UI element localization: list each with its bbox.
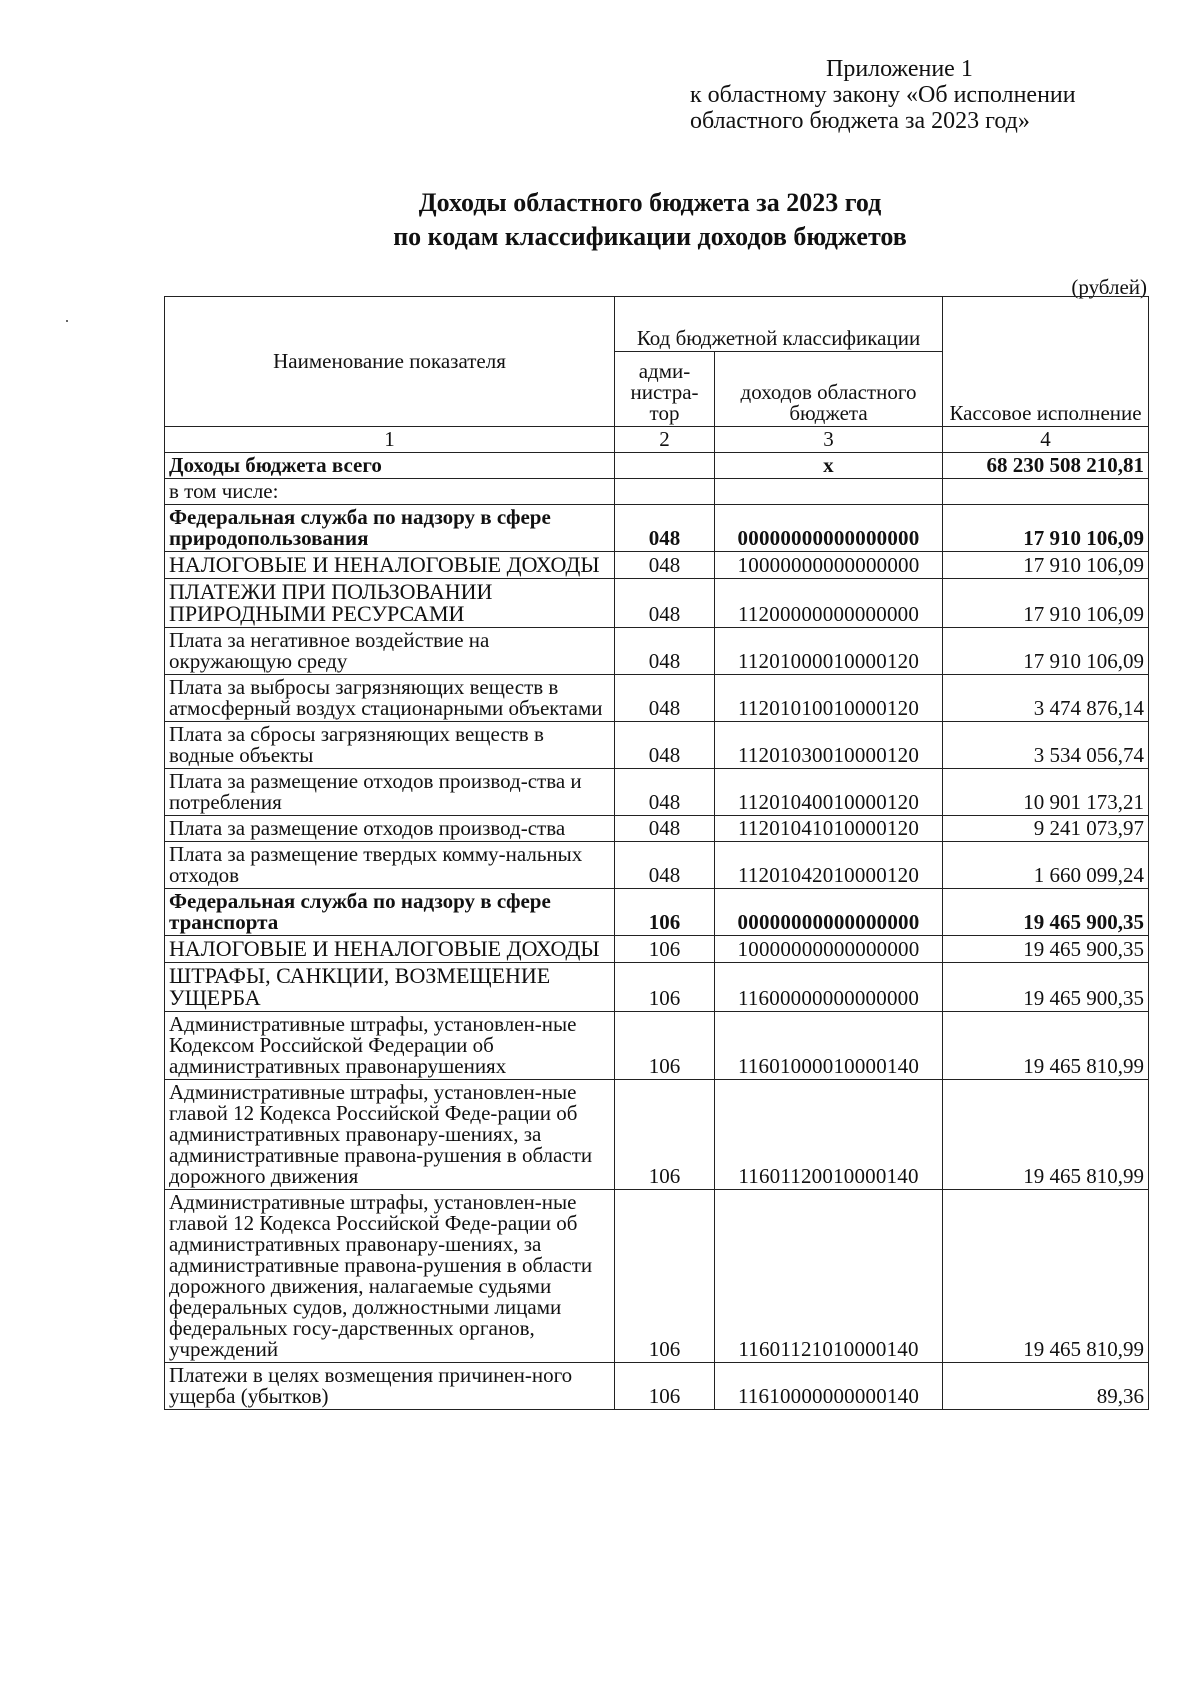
row-amount-cell: 10 901 173,21 bbox=[943, 769, 1149, 816]
revenue-table bbox=[164, 296, 1149, 1410]
row-name-cell: в том числе: bbox=[165, 479, 615, 505]
header-name: Наименование показателя bbox=[165, 297, 615, 427]
row-amount-cell: 1 660 099,24 bbox=[943, 842, 1149, 889]
annex-line-1: Приложение 1 bbox=[826, 56, 973, 82]
row-code-cell: 11201000010000120 bbox=[715, 628, 943, 675]
row-code-cell: 11201041010000120 bbox=[715, 816, 943, 842]
row-amount-cell: 68 230 508 210,81 bbox=[943, 453, 1149, 479]
row-name-cell: ПЛАТЕЖИ ПРИ ПОЛЬЗОВАНИИ ПРИРОДНЫМИ РЕСУРСАМИ bbox=[165, 579, 615, 628]
header-amount: Кассовое исполнение bbox=[943, 297, 1149, 427]
row-name-cell: Плата за негативное воздействие на окружающую среду bbox=[165, 628, 615, 675]
row-amount-cell: 19 465 810,99 bbox=[943, 1190, 1149, 1363]
row-name-cell: Федеральная служба по надзору в сфере транспорта bbox=[165, 889, 615, 936]
row-admin-cell: 048 bbox=[615, 842, 715, 889]
table-row bbox=[165, 722, 1149, 769]
column-number: 3 bbox=[715, 427, 943, 453]
table-row bbox=[165, 479, 1149, 505]
annex-line-2: к областному закону «Об исполнении bbox=[690, 82, 1076, 108]
row-admin-cell: 106 bbox=[615, 1012, 715, 1080]
row-name-cell: Платежи в целях возмещения причинен-ного ущерба (убытков) bbox=[165, 1363, 615, 1410]
row-code-cell: 11201040010000120 bbox=[715, 769, 943, 816]
annex-line-3: областного бюджета за 2023 год» bbox=[690, 108, 1030, 134]
table-row bbox=[165, 842, 1149, 889]
row-admin-cell bbox=[615, 453, 715, 479]
table-row bbox=[165, 889, 1149, 936]
row-admin-cell: 048 bbox=[615, 505, 715, 552]
row-name-cell: Федеральная служба по надзору в сфере природопользования bbox=[165, 505, 615, 552]
row-name-cell: Плата за сбросы загрязняющих веществ в водные объекты bbox=[165, 722, 615, 769]
row-amount-cell: 3 474 876,14 bbox=[943, 675, 1149, 722]
row-admin-cell: 106 bbox=[615, 963, 715, 1012]
row-code-cell: 11601121010000140 bbox=[715, 1190, 943, 1363]
row-amount-cell: 19 465 900,35 bbox=[943, 889, 1149, 936]
row-name-cell: ШТРАФЫ, САНКЦИИ, ВОЗМЕЩЕНИЕ УЩЕРБА bbox=[165, 963, 615, 1012]
row-admin-cell: 048 bbox=[615, 816, 715, 842]
annex-reference bbox=[690, 56, 1076, 134]
row-admin-cell bbox=[615, 479, 715, 505]
header-admin: адми-нистра-тор bbox=[615, 352, 715, 427]
row-code-cell: 11601000010000140 bbox=[715, 1012, 943, 1080]
table-row bbox=[165, 1190, 1149, 1363]
scan-speck bbox=[66, 320, 68, 322]
row-name-cell: Доходы бюджета всего bbox=[165, 453, 615, 479]
row-name-cell: Плата за размещение отходов производ-ства bbox=[165, 816, 615, 842]
row-name-cell: Плата за размещение твердых комму-нальных отходов bbox=[165, 842, 615, 889]
table-row bbox=[165, 579, 1149, 628]
row-amount-cell: 3 534 056,74 bbox=[943, 722, 1149, 769]
table-row bbox=[165, 816, 1149, 842]
row-name-cell: НАЛОГОВЫЕ И НЕНАЛОГОВЫЕ ДОХОДЫ bbox=[165, 936, 615, 963]
row-admin-cell: 106 bbox=[615, 936, 715, 963]
row-code-cell: 11200000000000000 bbox=[715, 579, 943, 628]
row-code-cell: 10000000000000000 bbox=[715, 552, 943, 579]
row-code-cell: 10000000000000000 bbox=[715, 936, 943, 963]
row-code-cell: 11600000000000000 bbox=[715, 963, 943, 1012]
row-code-cell: 11201010010000120 bbox=[715, 675, 943, 722]
row-name-cell: Административные штрафы, установлен-ные Кодексом Российской Федерации об административных правонарушениях bbox=[165, 1012, 615, 1080]
row-name-cell: Административные штрафы, установлен-ные главой 12 Кодекса Российской Феде-рации об административных правонару-шениях, за административные правона-рушения в области дорожного движения, налагаемые судьями федеральных судов, должностными лицами федеральных госу-дарственных органов, учреждений bbox=[165, 1190, 615, 1363]
row-amount-cell: 17 910 106,09 bbox=[943, 505, 1149, 552]
row-code-cell bbox=[715, 479, 943, 505]
row-amount-cell: 9 241 073,97 bbox=[943, 816, 1149, 842]
table-body bbox=[165, 453, 1149, 1410]
row-code-cell: 11201042010000120 bbox=[715, 842, 943, 889]
header-code-group: Код бюджетной классификации bbox=[615, 297, 943, 352]
row-amount-cell: 19 465 900,35 bbox=[943, 936, 1149, 963]
row-admin-cell: 106 bbox=[615, 889, 715, 936]
row-code-cell: 00000000000000000 bbox=[715, 505, 943, 552]
row-admin-cell: 048 bbox=[615, 769, 715, 816]
row-code-cell: 00000000000000000 bbox=[715, 889, 943, 936]
row-amount-cell: 19 465 810,99 bbox=[943, 1080, 1149, 1190]
row-name-cell: Плата за размещение отходов производ-ства и потребления bbox=[165, 769, 615, 816]
row-code-cell: 11201030010000120 bbox=[715, 722, 943, 769]
title-line-2: по кодам классификации доходов бюджетов bbox=[393, 222, 907, 251]
row-admin-cell: 048 bbox=[615, 628, 715, 675]
row-code-cell: х bbox=[715, 453, 943, 479]
row-amount-cell: 19 465 810,99 bbox=[943, 1012, 1149, 1080]
row-name-cell: НАЛОГОВЫЕ И НЕНАЛОГОВЫЕ ДОХОДЫ bbox=[165, 552, 615, 579]
row-admin-cell: 106 bbox=[615, 1190, 715, 1363]
table-row bbox=[165, 769, 1149, 816]
row-admin-cell: 048 bbox=[615, 722, 715, 769]
table-row bbox=[165, 1080, 1149, 1190]
row-amount-cell bbox=[943, 479, 1149, 505]
table-row bbox=[165, 936, 1149, 963]
table-row bbox=[165, 675, 1149, 722]
row-code-cell: 11601120010000140 bbox=[715, 1080, 943, 1190]
row-admin-cell: 048 bbox=[615, 552, 715, 579]
row-code-cell: 11610000000000140 bbox=[715, 1363, 943, 1410]
table-row bbox=[165, 963, 1149, 1012]
table-row bbox=[165, 628, 1149, 675]
table-row bbox=[165, 453, 1149, 479]
row-admin-cell: 106 bbox=[615, 1080, 715, 1190]
title-line-1: Доходы областного бюджета за 2023 год bbox=[418, 188, 882, 217]
table-row bbox=[165, 1363, 1149, 1410]
row-name-cell: Плата за выбросы загрязняющих веществ в атмосферный воздух стационарными объектами bbox=[165, 675, 615, 722]
column-number: 1 bbox=[165, 427, 615, 453]
row-amount-cell: 17 910 106,09 bbox=[943, 628, 1149, 675]
row-amount-cell: 17 910 106,09 bbox=[943, 579, 1149, 628]
row-admin-cell: 048 bbox=[615, 675, 715, 722]
table-row bbox=[165, 1012, 1149, 1080]
row-amount-cell: 17 910 106,09 bbox=[943, 552, 1149, 579]
document-title bbox=[0, 186, 1200, 254]
units-label: (рублей) bbox=[1071, 275, 1147, 299]
row-name-cell: Административные штрафы, установлен-ные главой 12 Кодекса Российской Феде-рации об административных правонару-шениях, за административные правона-рушения в области дорожного движения bbox=[165, 1080, 615, 1190]
header-revenue-code: доходов областного бюджета bbox=[715, 352, 943, 427]
row-admin-cell: 106 bbox=[615, 1363, 715, 1410]
column-number: 2 bbox=[615, 427, 715, 453]
column-number: 4 bbox=[943, 427, 1149, 453]
table-row bbox=[165, 552, 1149, 579]
row-admin-cell: 048 bbox=[615, 579, 715, 628]
row-amount-cell: 19 465 900,35 bbox=[943, 963, 1149, 1012]
row-amount-cell: 89,36 bbox=[943, 1363, 1149, 1410]
table-row bbox=[165, 505, 1149, 552]
